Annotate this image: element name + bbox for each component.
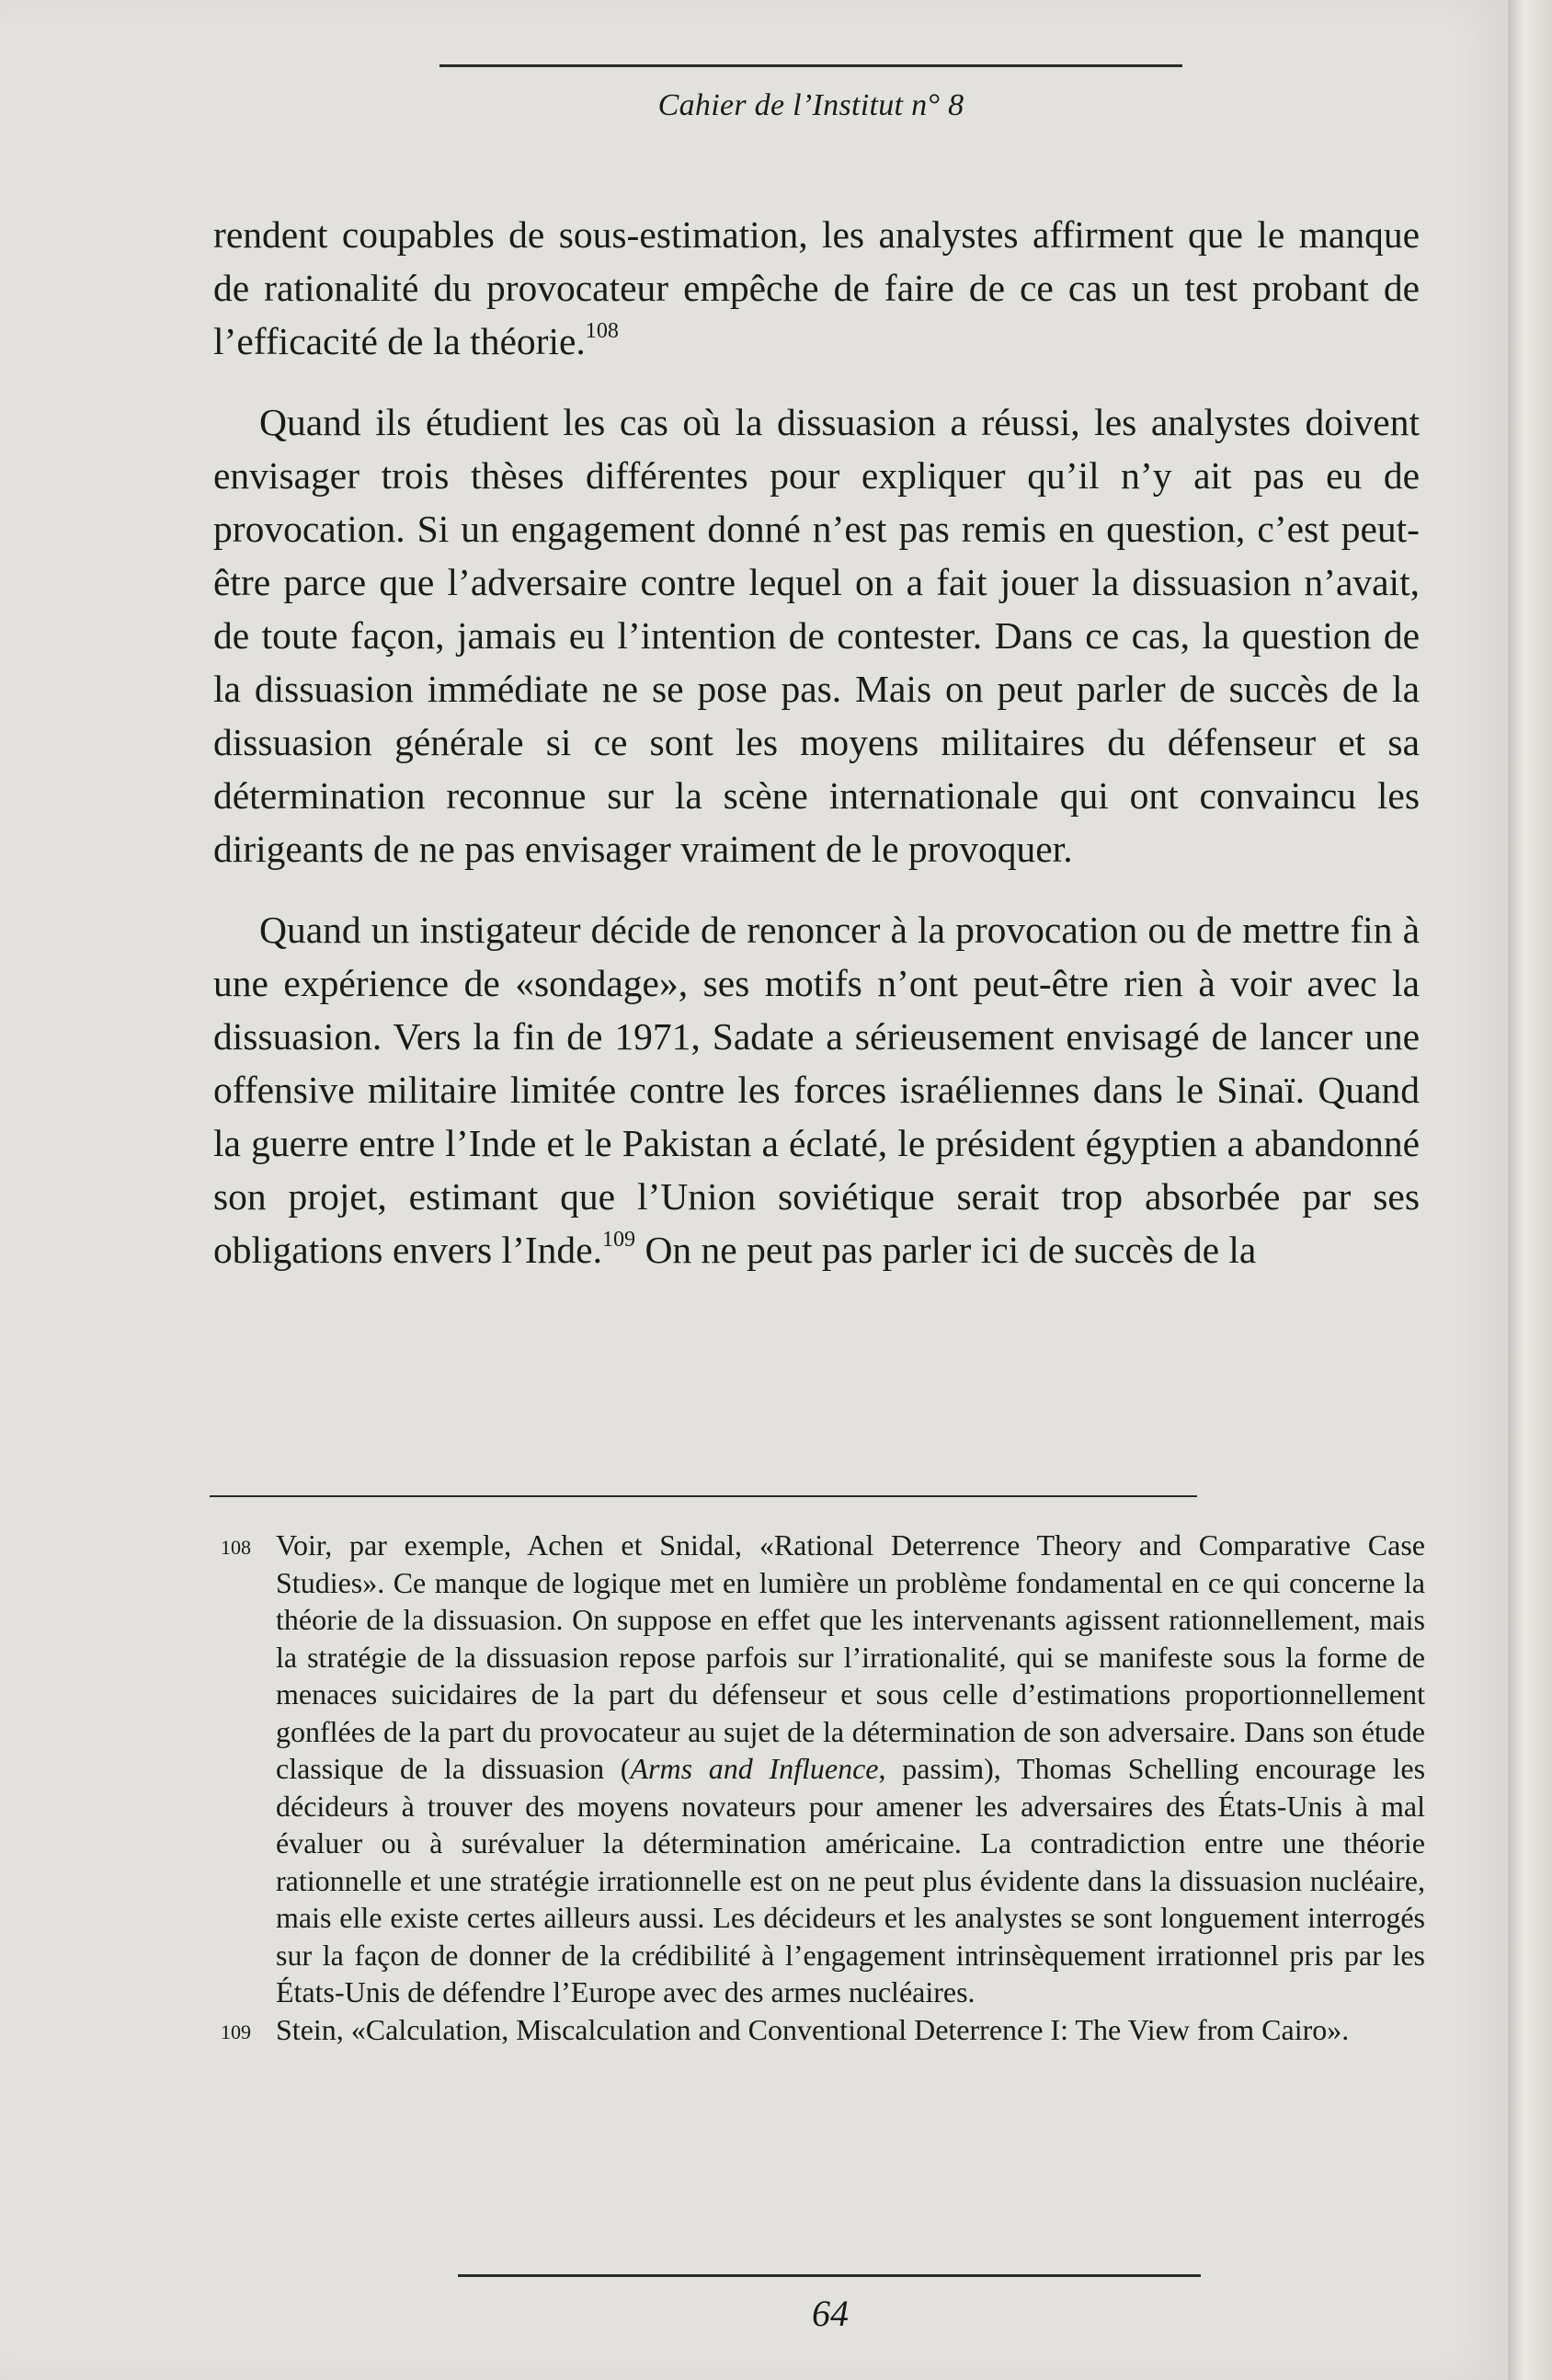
footnote-text: Stein, «Calculation, Miscalculation and Conventional Deterrence I: The View from Cairo». — [276, 2012, 1350, 2046]
footnote-text-continued: , passim), Thomas Schelling encourage les décideurs à trouver des moyens novateurs pour amener les adversaires des États-Unis à mal évaluer ou à surévaluer la détermination américaine. La contradiction entre une théorie rationnelle et une stratégie irrationnelle est on ne peut plus évidente dans la dissuasion nucléaire, mais elle existe certes ailleurs aussi. Les décideurs et les analystes se sont longuement interrogés sur la façon de donner de la crédibilité à l’engagement intrinsèquement irrationnel pris par les États-Unis de défendre l’Europe avec des armes nucléaires. — [276, 1752, 1426, 2008]
page-edge — [1508, 0, 1552, 2380]
paragraph-1 — [213, 208, 1420, 368]
book-title: Arms and Influence — [630, 1752, 879, 1785]
footnote-ref-108[interactable]: 108 — [585, 318, 619, 343]
footnote-109 — [221, 2011, 1425, 2049]
paragraph-3-continuation: On ne peut pas parler ici de succès de la — [635, 1229, 1257, 1271]
footer-rule — [458, 2274, 1201, 2277]
running-title: Cahier de l’Institut n° 8 — [657, 88, 964, 122]
footnotes — [221, 1527, 1425, 2048]
paragraph-3-text: Quand un instigateur décide de renoncer à la provocation ou de mettre fin à une expérience de «sondage», ses motifs n’ont peut-être rien à voir avec la dissuasion. Vers la fin de 1971, Sadate a sérieusement envisagé de lancer une offensive militaire limitée contre les forces israéliennes dans le Sinaï. Quand la guerre entre l’Inde et le Pakistan a éclaté, le président égyptien a abandonné son projet, estimant que l’Union soviétique serait trop absorbée par ses obligations envers l’Inde. — [213, 909, 1420, 1271]
footnote-number: 108 — [221, 1536, 251, 1559]
footnote-text: Voir, par exemple, Achen et Snidal, «Rational Deterrence Theory and Comparative Case Studies». Ce manque de logique met en lumière un problème fondamental en ce qui concerne la théorie de la dissuasion. On suppose en effet que les intervenants agissent rationnellement, mais la stratégie de la dissuasion repose parfois sur l’irrationalité, qui se manifeste sous la forme de menaces suicidaires de la part du défenseur et sous celle d’estimations proportionnellement gonflées de la part du provocateur au sujet de la détermination de son adversaire. Dans son étude classique de la dissuasion ( — [276, 1528, 1425, 1785]
body-text — [213, 208, 1420, 1276]
paragraph-1-text: rendent coupables de sous-estimation, les analystes affirment que le manque de rationalité du provocateur empêche de faire de ce cas un test probant de l’efficacité de la théorie. — [213, 213, 1420, 362]
header-rule — [439, 64, 1182, 67]
footnote-ref-109[interactable]: 109 — [601, 1227, 636, 1252]
paragraph-3 — [213, 903, 1420, 1276]
footnote-rule — [210, 1495, 1197, 1497]
footnote-108 — [221, 1527, 1425, 2011]
paragraph-2: Quand ils étudient les cas où la dissuasion a réussi, les analystes doivent envisager trois thèses différentes pour expliquer qu’il n’y ait pas eu de provocation. Si un engagement donné n’est pas remis en question, c’est peut-être parce que l’adversaire contre lequel on a fait jouer la dissuasion n’avait, de toute façon, jamais eu l’intention de contester. Dans ce cas, la question de la dissuasion immédiate ne se pose pas. Mais on peut parler de succès de la dissuasion générale si ce sont les moyens militaires du défenseur et sa détermination reconnue sur la scène internationale qui ont convaincu les dirigeants de ne pas envisager vraiment de le provoquer. — [213, 401, 1420, 870]
footnote-number: 109 — [221, 2020, 251, 2043]
page-number: 64 — [812, 2293, 849, 2334]
